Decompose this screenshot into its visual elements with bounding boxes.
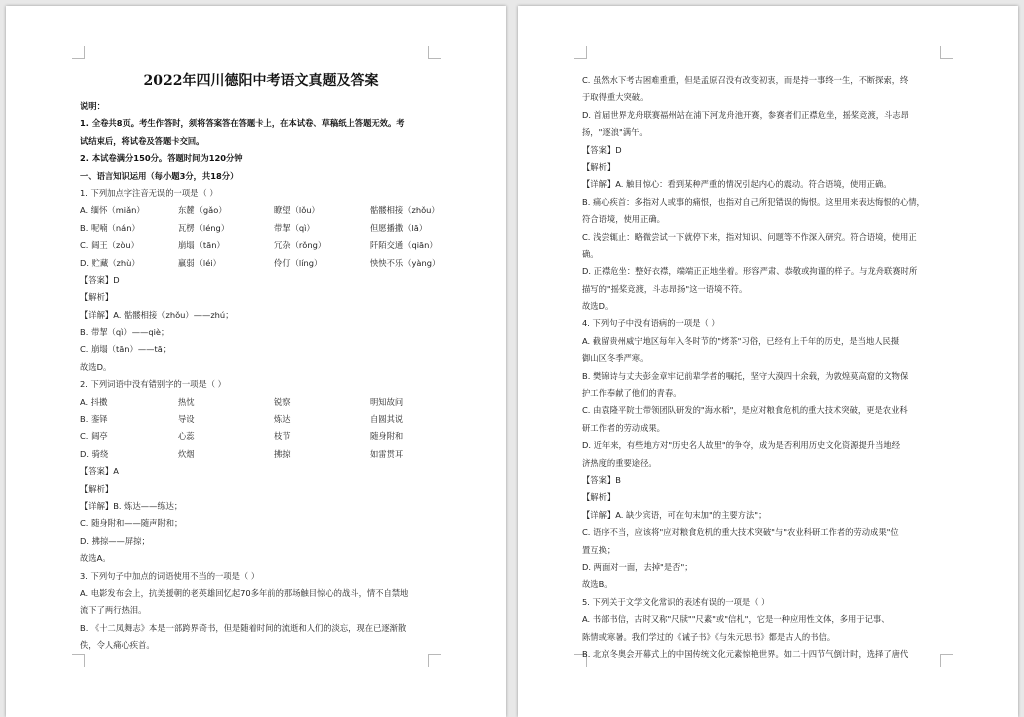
text-line: A. 书部书信，古时又称"尺牍""尺素"或"信札"，它是一种应用性文体，多用于记事、 (582, 614, 890, 625)
text-line: 【详解】A. 触目惊心：看到某种严重的情况引起内心的震动。符合语境，使用正确。 (582, 179, 892, 190)
option-cell: 炼达 (274, 414, 291, 425)
page-text-body (80, 98, 440, 655)
text-line: D. 正襟危坐：整好衣襟，端端正正地坐着。形容严肃、恭敬或拘谨的样子。与龙舟联赛时所 (582, 266, 918, 277)
option-row (80, 237, 440, 254)
option-cell: 怏怏不乐（yàng） (370, 257, 440, 268)
option-cell: 随身附和 (370, 431, 404, 442)
text-line: D. 首届世界龙舟联赛福州站在浦下河龙舟池开赛，参赛者们正襟危坐，摇桨竞渡，斗志昂 (582, 109, 909, 120)
option-cell: 骷髅相接（zhǒu） (370, 205, 440, 216)
option-cell: 导设 (178, 414, 195, 425)
option-cell: 拂掠 (274, 448, 291, 459)
text-line: 【解析】 (80, 292, 114, 303)
text-line: B. 北京冬奥会开幕式上的中国传统文化元素惊艳世界。如二十四节气倒计时，选择了唐代 (582, 648, 909, 659)
option-cell: 但愿播撒（lā） (370, 222, 428, 233)
text-line: C. 虽然水下考古困难重重，但是孟原召没有改变初衷，而是持一事终一生，不断探索，终 (582, 75, 909, 85)
text-line: 描写的"摇桨竞渡，斗志昂扬"这一语境不符。 (582, 283, 748, 294)
text-line: 确。 (582, 248, 599, 259)
text-line: 御山区冬季严寒。 (582, 353, 649, 364)
text-line: 【答案】D (582, 144, 622, 155)
text-line: B. 带挈（qì）——qiè； (80, 327, 170, 338)
text-line: 于取得重大突破。 (582, 92, 649, 103)
option-row (80, 446, 440, 463)
text-line: 1. 全卷共8页。考生作答时，须将答案答在答题卡上，在本试卷、草稿纸上答题无效。考 (80, 118, 405, 129)
document-page-left (6, 6, 506, 717)
option-cell: 明知故问 (370, 396, 404, 407)
option-cell: 瞭望（lǒu） (274, 205, 320, 216)
text-line: 5. 下列关于文学文化常识的表述有误的一项是（ ） (582, 596, 770, 607)
text-line: 流下了两行热泪。 (80, 605, 147, 616)
option-cell: B. 呢喃（nán） (80, 222, 140, 233)
text-line: D. 拂掠——屏掠； (80, 535, 150, 546)
option-cell: D. 贮藏（zhù） (80, 257, 140, 268)
text-line: 故选A。 (80, 553, 111, 564)
option-cell: D. 骑绕 (80, 448, 109, 459)
text-line: 说明： (80, 101, 105, 111)
text-line: 济热度的重要途径。 (582, 457, 657, 468)
text-line: 2. 本试卷满分150分。答题时间为120分钟 (80, 153, 243, 164)
text-line: 【解析】 (80, 483, 114, 494)
text-line: 【解析】 (582, 492, 616, 503)
text-line: 研工作者的劳动成果。 (582, 422, 665, 433)
text-line: 故选D。 (582, 301, 614, 312)
text-line: 【答案】D (80, 274, 120, 285)
text-line: 护工作奉献了他们的青春。 (582, 388, 682, 399)
option-cell: 带挈（qì） (274, 222, 315, 233)
text-line: C. 由袁隆平院士带领团队研发的"海水稻"，是应对粮食危机的重大技术突破，更是农业科 (582, 405, 908, 416)
option-cell: C. 阔王（zòu） (80, 240, 139, 251)
text-line: 陈情或寒暑。我们学过的《诫子书》《与朱元思书》都是古人的书信。 (582, 631, 836, 642)
option-cell: 热忱 (178, 396, 195, 407)
option-cell: 瓦楞（léng） (178, 222, 230, 233)
text-line: 佚，令人痛心疾首。 (80, 640, 155, 651)
text-line: B. 《十二凤舞志》本是一部跨界奇书，但是随着时间的流逝和人们的淡忘，现在已逐渐散 (80, 622, 407, 633)
option-row (80, 411, 440, 428)
text-line: 【答案】A (80, 466, 119, 477)
text-line: 1. 下列加点字注音无误的一项是（ ） (80, 187, 218, 198)
option-cell: 东麓（gǎo） (178, 205, 227, 216)
text-line: B. 痛心疾首：多指对人或事的痛恨，也指对自己所犯错误的悔恨。这里用来表达悔恨的心情， (582, 196, 925, 207)
text-line: C. 随身附和——随声附和； (80, 518, 183, 529)
text-line: 故选D。 (80, 361, 112, 372)
option-cell: 羸弱（léi） (178, 257, 221, 268)
option-cell: 冗杂（rǒng） (274, 240, 327, 251)
text-line: 【详解】B. 炼达——练达； (80, 500, 183, 511)
text-line: 试结束后，将试卷及答题卡交回。 (80, 135, 205, 146)
text-line: D. 近年来，有些地方对"历史名人故里"的争夺，成为是否利用历史文化资源提升当地经 (582, 440, 900, 451)
margin-corner-mark (428, 654, 441, 667)
text-line: C. 语序不当，应该将"应对粮食危机的重大技术突破"与"农业科研工作者的劳动成果"位 (582, 527, 899, 538)
text-line: 【解析】 (582, 161, 616, 172)
text-line: D. 两面对一面，去掉"是否"； (582, 561, 693, 572)
margin-corner-mark (72, 46, 85, 59)
text-line: 2. 下列词语中没有错别字的一项是（ ） (80, 379, 226, 390)
text-line: B. 樊锦诗与丈夫彭金章牢记前辈学者的嘱托，坚守大漠四十余载，为敦煌莫高窟的文物保 (582, 370, 909, 381)
text-line: A. 截留贵州威宁地区每年入冬时节的"烤茶"习俗，已经有上千年的历史，是当地人民摄 (582, 335, 900, 346)
margin-corner-mark (428, 46, 441, 59)
option-cell: 崩塌（tān） (178, 240, 225, 251)
option-cell: 自圆其说 (370, 414, 404, 425)
text-line: 3. 下列句子中加点的词语使用不当的一项是（ ） (80, 570, 260, 581)
text-line: A. 电影发布会上，抗美援朝的老英雄回忆起70多年前的那场触目惊心的战斗，情不自禁地 (80, 587, 409, 598)
page-text-body (582, 72, 956, 663)
margin-corner-mark (574, 46, 587, 59)
margin-corner-mark (940, 46, 953, 59)
text-line: 置互换； (582, 544, 616, 555)
text-line: 【详解】A. 缺少宾语，可在句末加"的主要方法"； (582, 509, 767, 520)
option-row (80, 220, 440, 237)
option-cell: B. 銮铎 (80, 414, 108, 425)
option-cell: A. 缅怀（miǎn） (80, 205, 145, 216)
text-line: 一、语言知识运用（每小题3分，共18分） (80, 170, 239, 181)
option-row (80, 428, 440, 445)
text-line: C. 崩塌（tān）——tā； (80, 344, 172, 355)
option-row (80, 394, 440, 411)
text-line: C. 浅尝辄止：略微尝试一下就停下来，指对知识、问题等不作深入研究。符合语境，使用正 (582, 231, 917, 242)
margin-corner-mark (72, 654, 85, 667)
document-page-right (518, 6, 1018, 717)
option-cell: 炊烟 (178, 448, 195, 459)
option-cell: C. 阔亭 (80, 431, 108, 442)
option-row (80, 202, 440, 219)
text-line: 扬，"逐浪"满午。 (582, 127, 648, 138)
option-cell: 阡陌交通（qiān） (370, 240, 438, 251)
option-cell: 如雷贯耳 (370, 448, 404, 459)
document-title: 2022年四川德阳中考语文真题及答案 (143, 73, 379, 89)
option-row (80, 255, 440, 272)
option-cell: A. 抖擞 (80, 396, 108, 407)
text-line: 4. 下列句子中没有语病的一项是（ ） (582, 318, 720, 329)
option-cell: 伶仃（líng） (274, 257, 323, 268)
text-line: 【答案】B (582, 474, 621, 485)
text-line: 符合语境，使用正确。 (582, 214, 665, 225)
option-cell: 枝节 (274, 431, 291, 442)
option-cell: 锐察 (274, 396, 291, 407)
option-cell: 心蕊 (178, 431, 195, 442)
text-line: 故选B。 (582, 579, 613, 590)
text-line: 【详解】A. 骷髅相接（zhǒu）——zhú； (80, 309, 234, 320)
